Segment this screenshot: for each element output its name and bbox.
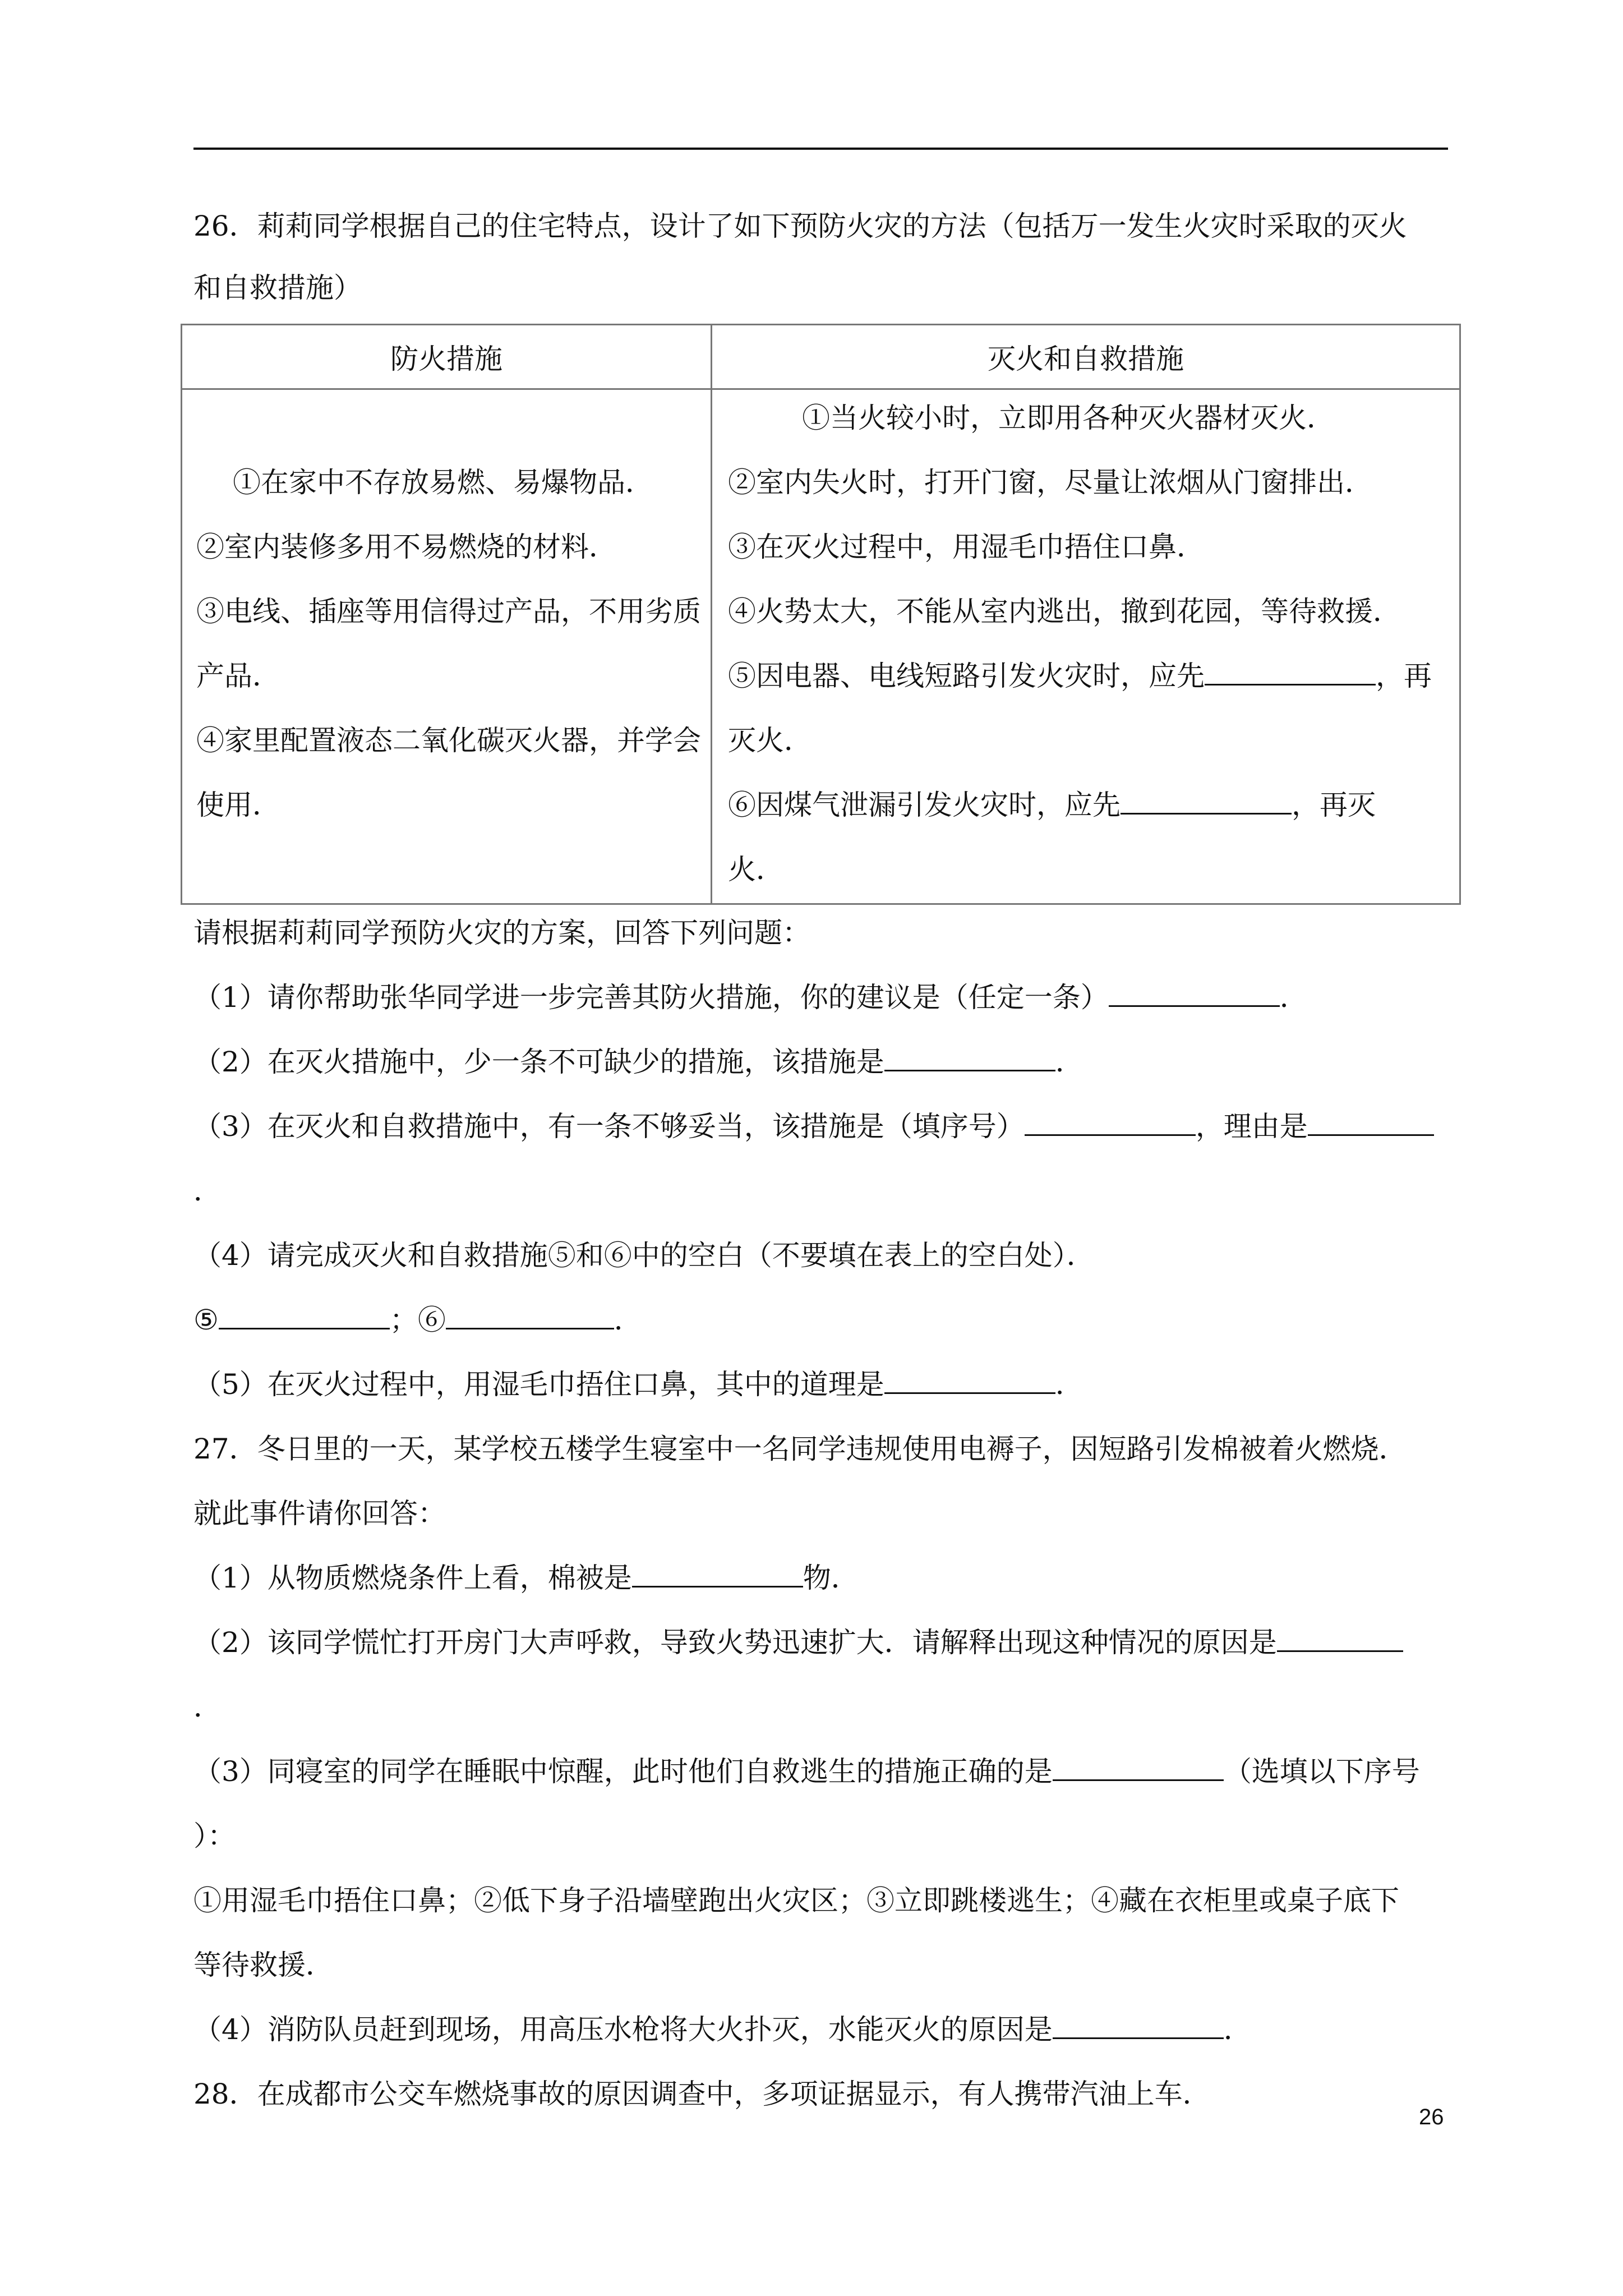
extinguish-item: 灭火．: [728, 724, 812, 757]
answer-blank: [1277, 1626, 1403, 1652]
answer-blank: [219, 1303, 390, 1329]
q26-sub-3-end: ．: [193, 1175, 222, 1207]
extinguish-item: ③在灭火过程中，用湿毛巾捂住口鼻．: [728, 531, 1205, 563]
extinguish-item: 火．: [728, 853, 784, 886]
q27-sub-2: （2）该同学慌忙打开房门大声呼救，导致火势迅速扩大．请解释出现这种情况的原因是: [193, 1626, 1403, 1659]
q27-sub-2-end: ．: [193, 1691, 222, 1723]
page-number: 26: [1419, 2105, 1444, 2129]
prevention-item: ①在家中不存放易燃、易爆物品．: [233, 466, 653, 499]
answer-blank: [1109, 981, 1280, 1007]
extinguish-cell: [712, 389, 1460, 904]
q26-sub-1: （1）请你帮助张华同学进一步完善其防火措施，你的建议是（任定一条） ．: [193, 981, 1308, 1014]
table-header-extinguish: 灭火和自救措施: [712, 325, 1460, 389]
q27-options-line-1: ①用湿毛巾捂住口鼻；②低下身子沿墙壁跑出火灾区；③立即跳楼逃生；④藏在衣柜里或桌子底下: [193, 1884, 1399, 1917]
q27-sub-4: （4）消防队员赶到现场，用高压水枪将大火扑灭，水能灭火的原因是 ．: [193, 2013, 1252, 2046]
q26-sub-3: （3）在灭火和自救措施中，有一条不够妥当，该措施是（填序号） ，理由是: [193, 1110, 1434, 1143]
prevention-item: ④家里配置液态二氧化碳灭火器，并学会: [196, 724, 701, 757]
q26-sub-5: （5）在灭火过程中，用湿毛巾捂住口鼻，其中的道理是 ．: [193, 1368, 1083, 1401]
extinguish-item-5: ⑤因电器、电线短路引发火灾时，应先 ，再: [728, 660, 1432, 692]
prevention-item: ③电线、插座等用信得过产品，不用劣质: [196, 595, 701, 628]
extinguish-item-6: ⑥因煤气泄漏引发火灾时，应先 ，再灭: [728, 789, 1376, 821]
q27-sub-3-end: ）：: [193, 1820, 236, 1852]
answer-blank: [1205, 659, 1376, 685]
q26-intro-line-1: 26．莉莉同学根据自己的住宅特点，设计了如下预防火灾的方法（包括万一发生火灾时采取的灭火: [193, 210, 1407, 242]
answer-blank: [1053, 1755, 1224, 1781]
q28-intro: 28．在成都市公交车燃烧事故的原因调查中，多项证据显示，有人携带汽油上车．: [193, 2078, 1211, 2110]
q27-intro-line-2: 就此事件请你回答：: [193, 1497, 446, 1530]
answer-blank: [632, 1561, 803, 1588]
prevention-item: 使用．: [196, 789, 280, 821]
q27-sub-3: （3）同寝室的同学在睡眠中惊醒，此时他们自救逃生的措施正确的是 （选填以下序号: [193, 1755, 1420, 1788]
q26-prompt: 请根据莉莉同学预防火灾的方案，回答下列问题：: [193, 917, 810, 949]
prevention-item: 产品．: [196, 660, 280, 692]
extinguish-item: ④火势太大，不能从室内逃出，撤到花园，等待救援．: [728, 595, 1401, 628]
q26-sub-4-answers: ⑤ ；⑥ ．: [193, 1304, 642, 1336]
answer-blank: [884, 1045, 1055, 1071]
answer-blank: [446, 1303, 614, 1329]
extinguish-item: ①当火较小时，立即用各种灭火器材灭火．: [802, 402, 1335, 434]
fire-measures-table: [181, 324, 1461, 905]
prevention-item: ②室内装修多用不易燃烧的材料．: [196, 531, 617, 563]
answer-blank: [1053, 2013, 1224, 2039]
answer-blank: [1121, 788, 1292, 815]
extinguish-item: ②室内失火时，打开门窗，尽量让浓烟从门窗排出．: [728, 466, 1373, 499]
q27-options-line-2: 等待救援．: [193, 1949, 334, 1981]
q26-sub-2: （2）在灭火措施中，少一条不可缺少的措施，该措施是 ．: [193, 1046, 1083, 1078]
answer-blank: [1308, 1110, 1434, 1136]
header-rule: [193, 148, 1448, 150]
q27-intro-line-1: 27．冬日里的一天，某学校五楼学生寝室中一名同学违规使用电褥子，因短路引发棉被着火燃烧．: [193, 1433, 1407, 1465]
q27-sub-1: （1）从物质燃烧条件上看，棉被是 物．: [193, 1562, 859, 1594]
q26-intro-line-2: 和自救措施）: [193, 272, 362, 304]
answer-blank: [884, 1368, 1055, 1394]
answer-blank: [1025, 1110, 1196, 1136]
q26-sub-4: （4）请完成灭火和自救措施⑤和⑥中的空白（不要填在表上的空白处）．: [193, 1239, 1095, 1272]
table-header-prevention: 防火措施: [182, 325, 712, 389]
prevention-cell: [182, 389, 712, 904]
